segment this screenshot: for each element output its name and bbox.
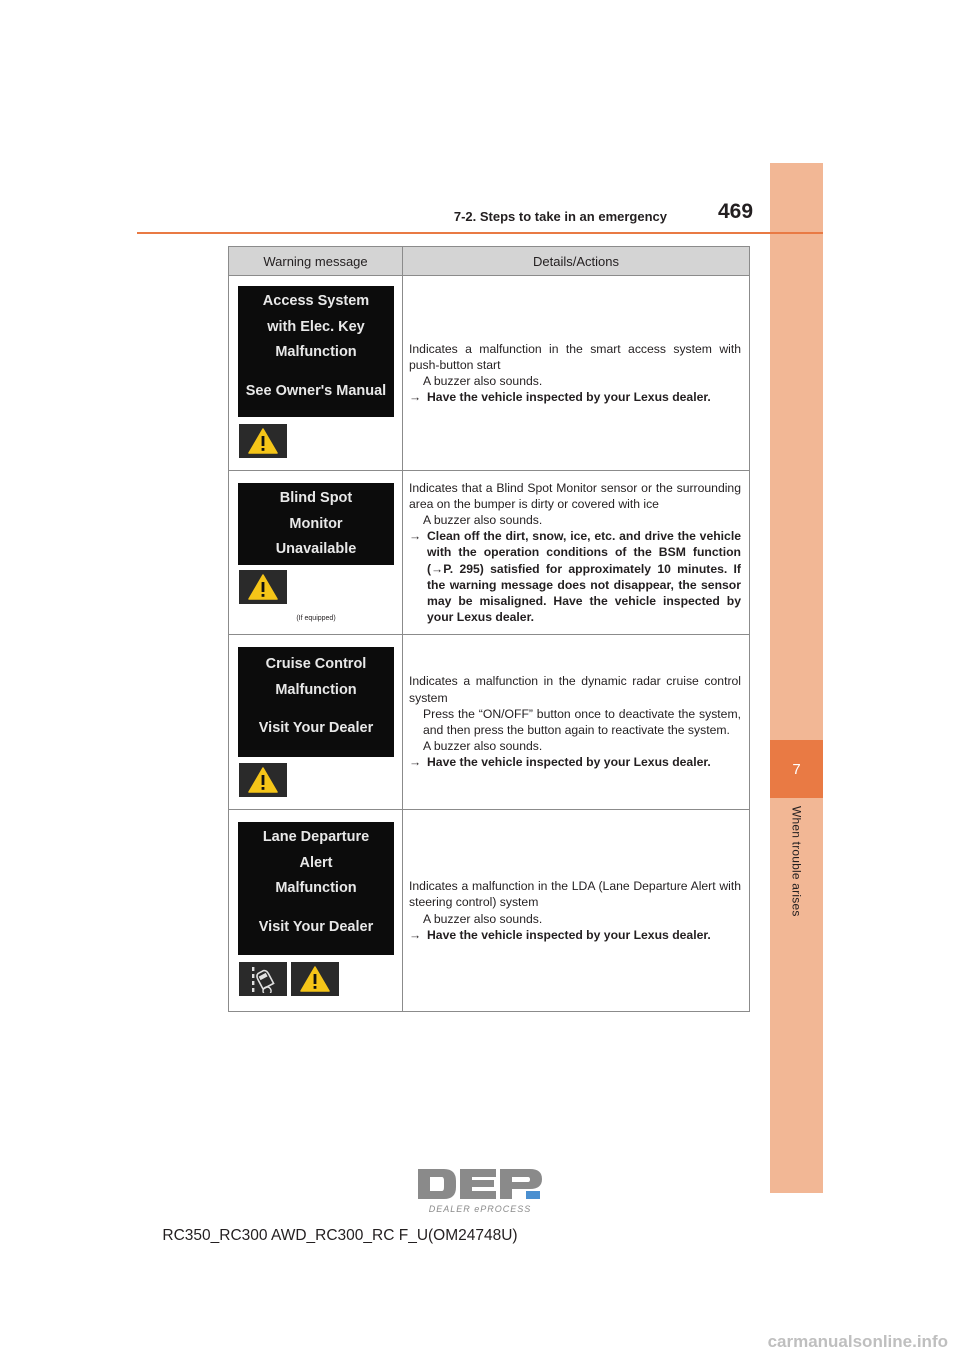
message-cell: [229, 635, 403, 810]
column-header-warning-message: Warning message: [229, 247, 403, 276]
chapter-title: When trouble arises: [789, 806, 804, 917]
dealer-eprocess-logo: [414, 1165, 546, 1217]
display-line: Monitor: [289, 515, 343, 532]
chapter-side-strip: [770, 163, 823, 1193]
warning-icon: [239, 570, 287, 604]
display-line: Visit Your Dealer: [258, 720, 374, 736]
display-message: [238, 647, 394, 757]
table-header-row: [229, 247, 750, 276]
display-message: [238, 286, 394, 417]
warning-icon: [239, 763, 287, 797]
description-note: A buzzer also sounds.: [423, 512, 543, 527]
display-line: Lane Departure: [262, 829, 370, 845]
display-line: Unavailable: [275, 541, 357, 557]
details-cell: [403, 810, 750, 1012]
page-number: 469: [718, 200, 754, 223]
details-cell: [403, 635, 750, 810]
watermark: carmanualsonline.info: [767, 1332, 948, 1351]
message-cell: [229, 810, 403, 1012]
warning-message-table: [228, 246, 750, 1012]
display-line: Cruise Control: [265, 656, 367, 672]
message-cell: [229, 471, 403, 635]
section-title: 7-2. Steps to take in an emergency: [453, 209, 667, 224]
display-line: Alert: [299, 854, 333, 871]
display-line: Blind Spot: [279, 490, 353, 506]
display-message: [238, 483, 394, 565]
action-text: → Clean off the dirt, snow, ice, etc. and drive the vehicle with the operation conditions of the BSM function (→P. 295) satisfied for approximately 10 minutes. If the warning message does not disappear, the sensor may be misaligned. Have the vehicle inspected by your Lexus dealer.: [409, 529, 741, 625]
description-note: Press the “ON/OFF” button once to deactivate the system, and then press the button again to reactivate the system.: [423, 706, 741, 737]
description: Indicates a malfunction in the dynamic radar cruise control system: [409, 674, 741, 705]
description-note: A buzzer also sounds.: [423, 739, 543, 754]
display-line: Malfunction: [275, 880, 357, 896]
arrow-icon: →: [409, 927, 422, 942]
display-message: [238, 822, 394, 955]
lane-departure-icon: [239, 962, 287, 996]
display-line: Access System: [262, 293, 370, 309]
header-divider: [137, 232, 823, 234]
model-code: RC350_RC300 AWD_RC300_RC F_U(OM24748U): [162, 1227, 518, 1244]
description-note: A buzzer also sounds.: [423, 911, 543, 926]
description-note: A buzzer also sounds.: [423, 374, 543, 388]
display-line: See Owner's Manual: [245, 382, 387, 399]
chapter-number-tab: 7: [770, 740, 823, 798]
display-line: Visit Your Dealer: [258, 918, 374, 935]
arrow-icon: →: [409, 529, 422, 544]
description: Indicates a malfunction in the LDA (Lane Departure Alert with steering control) system: [409, 879, 741, 910]
details-cell: [403, 471, 750, 635]
action-text: → Have the vehicle inspected by your Lexus dealer.: [409, 755, 711, 770]
chapter-title-tab: [770, 806, 823, 966]
display-line: with Elec. Key: [267, 318, 365, 335]
action-text: → Have the vehicle inspected by your Lexus dealer.: [409, 927, 711, 942]
details-cell: [403, 276, 750, 471]
column-header-details: Details/Actions: [403, 247, 750, 276]
message-cell: [229, 276, 403, 471]
arrow-icon: →: [409, 390, 422, 405]
display-line: Malfunction: [275, 681, 357, 698]
display-line: Malfunction: [275, 344, 357, 360]
warning-icon: [239, 424, 287, 458]
table-row: [229, 635, 750, 810]
table-row: [229, 276, 750, 471]
action-text: → Have the vehicle inspected by your Lexus dealer.: [409, 390, 711, 405]
warning-icon: [291, 962, 339, 996]
svg-text:DEALER ePROCESS: DEALER ePROCESS: [428, 1204, 532, 1214]
if-equipped-note: (If equipped): [296, 615, 336, 622]
table-row: [229, 810, 750, 1012]
description: Indicates that a Blind Spot Monitor sensor or the surrounding area on the bumper is dirty or covered with ice: [409, 480, 741, 511]
description: Indicates a malfunction in the smart access system with push-button start: [409, 341, 741, 372]
arrow-icon: →: [409, 755, 422, 770]
table-row: [229, 471, 750, 635]
